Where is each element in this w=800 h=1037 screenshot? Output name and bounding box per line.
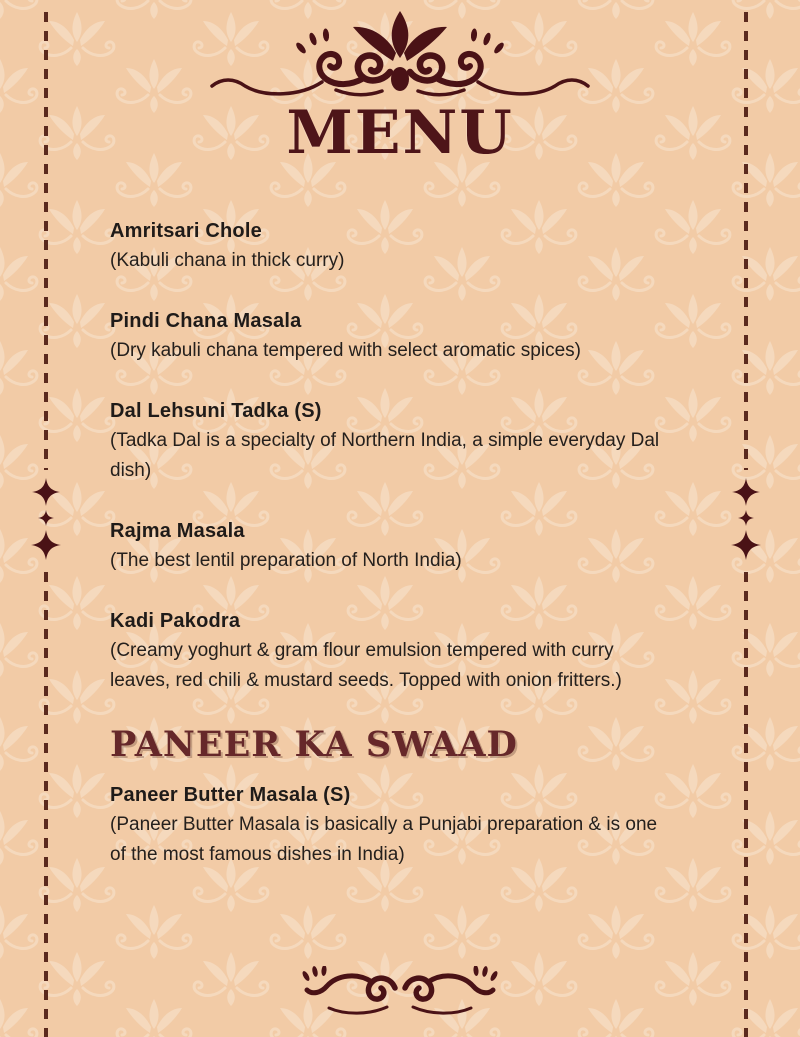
item-name: Dal Lehsuni Tadka (S) — [110, 400, 322, 422]
menu-item — [110, 306, 660, 366]
menu-item — [110, 780, 660, 870]
menu-section-paneer — [110, 780, 660, 870]
right-dash-bottom — [744, 572, 748, 1037]
item-name: Paneer Butter Masala (S) — [110, 784, 351, 806]
item-description: (Creamy yoghurt & gram flour emulsion tempered with curry leaves, red chili & mustard seeds. Topped with onion fritters.) — [110, 640, 622, 691]
item-name: Pindi Chana Masala — [110, 310, 302, 332]
item-name: Amritsari Chole — [110, 220, 262, 242]
item-description: (Dry kabuli chana tempered with select aromatic spices) — [110, 340, 581, 361]
menu-item — [110, 516, 660, 576]
menu-item — [110, 216, 660, 276]
diamond-sparkle-icon — [31, 478, 61, 562]
right-dash-top — [744, 12, 748, 470]
left-dash-top — [44, 12, 48, 470]
top-flourish-icon — [205, 8, 595, 100]
left-dash-bottom — [44, 572, 48, 1037]
section-heading-paneer: PANEER KA SWAAD — [110, 724, 518, 765]
item-description: (Paneer Butter Masala is basically a Punjabi preparation & is one of the most famous dishes in India) — [110, 814, 658, 865]
item-description: (The best lentil preparation of North India) — [110, 550, 462, 571]
bottom-flourish-icon — [295, 966, 505, 1018]
page-title: MENU — [286, 98, 514, 168]
menu-content — [110, 216, 660, 900]
menu-item — [110, 396, 660, 486]
item-name: Kadi Pakodra — [110, 610, 241, 632]
diamond-sparkle-icon — [731, 478, 761, 562]
menu-section-main — [110, 216, 660, 696]
menu-item — [110, 606, 660, 696]
item-description: (Tadka Dal is a specialty of Northern India, a simple everyday Dal dish) — [110, 430, 660, 481]
item-description: (Kabuli chana in thick curry) — [110, 250, 345, 271]
item-name: Rajma Masala — [110, 520, 245, 542]
